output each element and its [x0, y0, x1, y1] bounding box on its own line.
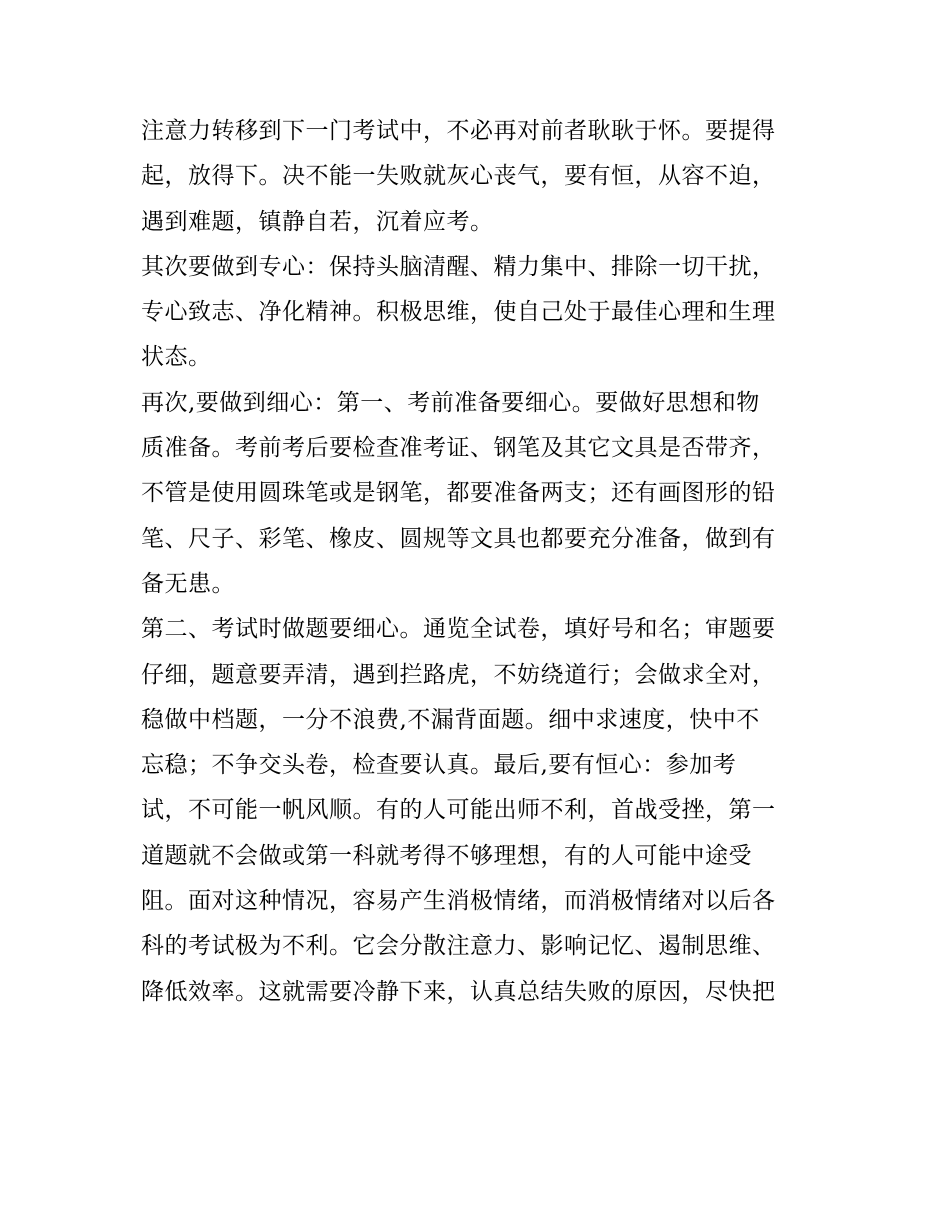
text-line: 仔细，题意要弄清，遇到拦路虎，不妨绕道行；会做求全对， — [141, 661, 776, 688]
text-line: 降低效率。这就需要冷静下来，认真总结失败的原因，尽快把 — [141, 978, 776, 1005]
text-line: 注意力转移到下一门考试中，不必再对前者耿耿于怀。要提得 — [141, 118, 776, 144]
text-line: 再次,要做到细心：第一、考前准备要细心。要做好思想和物 — [141, 389, 760, 416]
text-line: 起，放得下。决不能一失败就灰心丧气，要有恒，从容不迫， — [141, 163, 776, 190]
body-text — [141, 109, 821, 1015]
text-line: 遇到难题，镇静自若，沉着应考。 — [141, 208, 494, 235]
text-line: 阻。面对这种情况，容易产生消极情绪，而消极情绪对以后各 — [141, 888, 776, 915]
text-line: 其次要做到专心：保持头脑清醒、精力集中、排除一切干扰， — [141, 253, 776, 280]
text-line: 试，不可能一帆风顺。有的人可能出师不利，首战受挫，第一 — [141, 797, 776, 824]
text-line: 稳做中档题，一分不浪费,不漏背面题。细中求速度，快中不 — [141, 706, 760, 733]
text-line: 忘稳；不争交头卷，检查要认真。最后,要有恒心：参加考 — [141, 752, 737, 779]
text-line: 笔、尺子、彩笔、橡皮、圆规等文具也都要充分准备，做到有 — [141, 525, 776, 552]
text-line: 专心致志、净化精神。积极思维，使自己处于最佳心理和生理 — [141, 299, 776, 326]
text-line: 备无患。 — [141, 570, 235, 597]
text-line: 道题就不会做或第一科就考得不够理想，有的人可能中途受 — [141, 842, 752, 869]
text-line: 第二、考试时做题要细心。通览全试卷，填好号和名；审题要 — [141, 616, 776, 643]
text-line: 质准备。考前考后要检查准考证、钢笔及其它文具是否带齐， — [141, 435, 776, 462]
text-line: 不管是使用圆珠笔或是钢笔，都要准备两支；还有画图形的铅 — [141, 480, 776, 507]
text-line: 科的考试极为不利。它会分散注意力、影响记忆、遏制思维、 — [141, 933, 776, 960]
text-line: 状态。 — [141, 344, 212, 371]
